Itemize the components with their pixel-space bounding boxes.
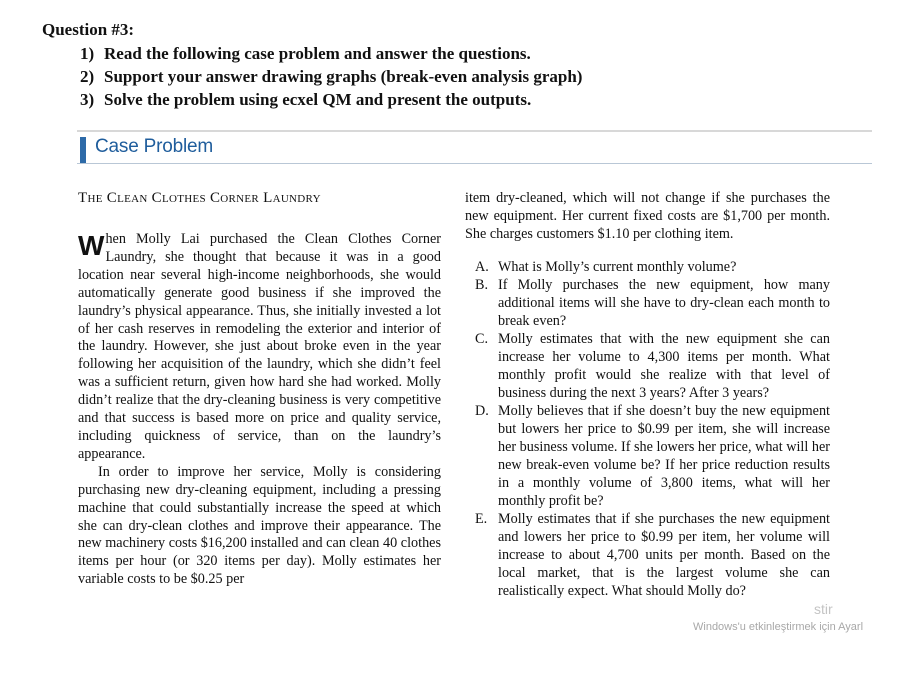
question-title: Question #3: [42, 20, 135, 39]
task-item [80, 42, 582, 65]
drop-cap: W [78, 230, 105, 261]
task-item [80, 65, 582, 88]
question-item [465, 330, 830, 402]
question-label: A. [475, 258, 489, 275]
task-item [80, 88, 582, 111]
task-text: Read the following case problem and answer the questions. [104, 44, 531, 63]
task-text: Support your answer drawing graphs (break-even analysis graph) [104, 67, 583, 86]
question-list [465, 258, 830, 600]
question-label: E. [475, 510, 488, 527]
question-text: If Molly purchases the new equipment, how many additional items will she have to dry-clean each month to break even? [498, 276, 830, 329]
case-body-left [78, 231, 441, 589]
question-text: Molly estimates that if she purchases the new equipment and lowers her price to $0.99 per item, her volume will increase to about 4,700 units per month. Based on the local market, that is the largest volume she can realistically expect. What should Molly do? [498, 510, 830, 599]
task-text: Solve the problem using ecxel QM and present the outputs. [104, 90, 532, 109]
section-accent-bar [80, 137, 86, 163]
question-text: Molly estimates that with the new equipment she can increase her volume to 4,300 items per month. What monthly profit would she realize with that level of business during the next 3 years? After 3 years? [498, 330, 830, 401]
section-underline [77, 163, 872, 164]
task-number: 2) [80, 67, 95, 86]
question-label: C. [475, 330, 489, 347]
case-paragraph [78, 231, 441, 464]
task-list [80, 42, 582, 111]
case-paragraph: item dry-cleaned, which will not change if she purchases the new equipment. Her current fixed costs are $1,700 per month. She charges customers $1.10 per clothing item. [465, 190, 830, 242]
case-paragraph: In order to improve her service, Molly is considering purchasing new dry-cleaning equipment, including a pressing machine that could substantially increase the speed at which she can dry-clean clothes and improve their appearance. The new machinery costs $16,200 installed and can clean 40 clothes items per hour (or 320 items per day). Molly estimates her variable costs to be $0.25 per [78, 463, 441, 588]
question-label: D. [475, 402, 489, 419]
task-number: 1) [80, 44, 95, 63]
question-text: What is Molly’s current monthly volume? [498, 258, 737, 275]
question-item [465, 276, 830, 330]
paragraph-text: hen Molly Lai purchased the Clean Clothes Corner Laundry, she thought that because it was in a good location near several high-income neighborhoods, she would automatically generate good business if she improved the laundry’s physical appearance. Thus, she initially invested a lot of her cash reserves in remodeling the exterior and interior of the laundry. However, she just about broke even in the year following her acquisition of the laundry, which she didn’t feel was a sufficient return, given how hard she had worked. Molly didn’t realize that the dry-cleaning business is very competitive and that success is based more on price and quality service, including quickness of service, than on the laundry’s appearance. [78, 231, 441, 462]
activation-watermark: Windows'u etkinleştirmek için Ayarl [693, 621, 864, 633]
section-label: Case Problem [95, 136, 213, 157]
question-text: Molly believes that if she doesn’t buy the new equipment but lowers her price to $0.99 per item, she will increase her business volume. If she lowers her price, what will her new break-even volume be? If her price reduction results in a monthly volume of 3,800 items, what will her monthly profit be? [498, 402, 830, 509]
question-item [465, 510, 830, 600]
case-title: The Clean Clothes Corner Laundry [78, 190, 321, 206]
top-divider [77, 130, 872, 132]
task-number: 3) [80, 90, 95, 109]
question-label: B. [475, 276, 489, 293]
activation-watermark-partial: stir [814, 601, 833, 617]
case-body-right [465, 190, 830, 600]
question-item [465, 402, 830, 510]
question-item [465, 258, 830, 276]
